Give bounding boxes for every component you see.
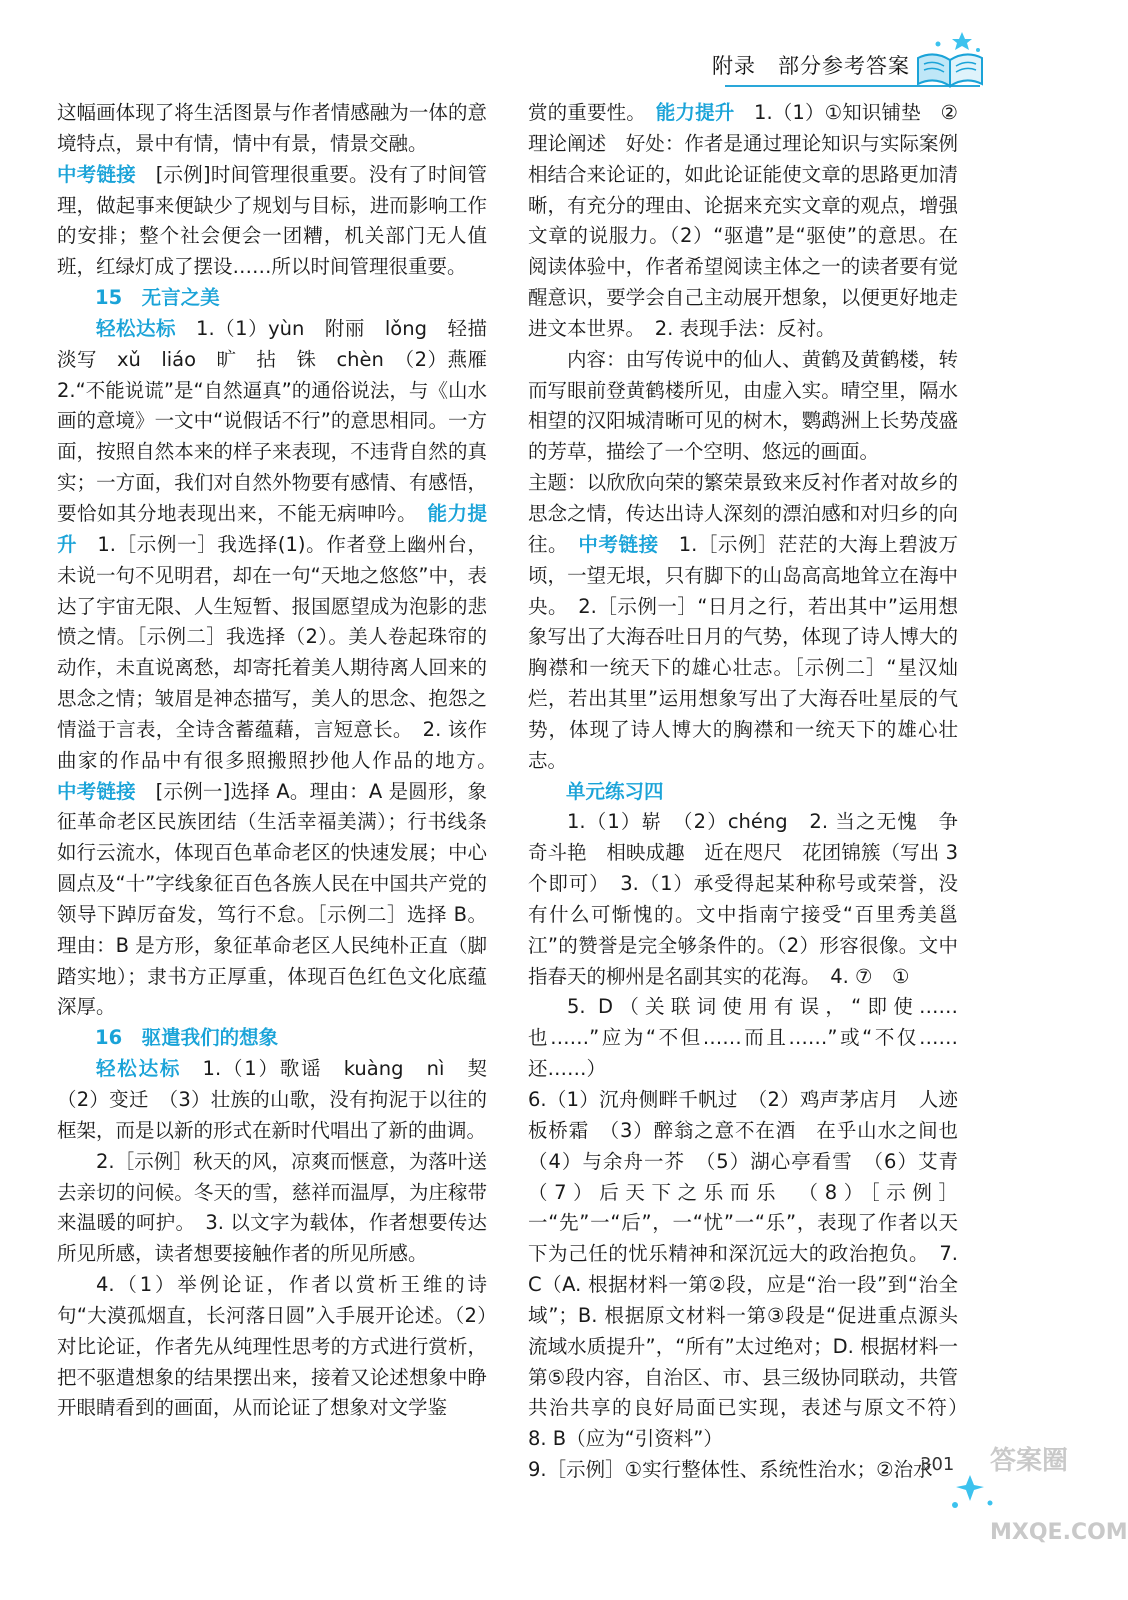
section-tag: 能力提升 <box>57 501 487 556</box>
page-header <box>0 18 1070 88</box>
answer-text: 1.（1）①知识铺垫 ②理论阐述 好处：作者是通过理论知识与实际案例相结合来论证的，如此论证能使文章的思路更加清晰，有充分的理由、论据来充实文章的观点，增强文章的说服力。（2）“驱遣”是“驱使”的意思。在阅读体验中，作者希望阅读主体之一的读者要有觉醒意识，要学会自己主动展开想象，以便更好地走进文本世界。 2. 表现手法：反衬。 <box>528 101 958 340</box>
paragraph: 9.［示例］①实行整体性、系统性治水；②治水 <box>528 1458 933 1482</box>
section-tag: 能力提升 <box>655 101 735 124</box>
watermark-url: MXQE.COM <box>990 1520 1128 1545</box>
lesson-heading: 16 驱遣我们的想象 <box>95 1026 279 1050</box>
answer-text: 主题：以欣欣向荣的繁荣景致来反衬作者对故乡的思念之情，传达出诗人深刻的漂泊感和对归乡的向往。 <box>528 471 958 556</box>
answer-text: 赏的重要性。 <box>528 101 637 124</box>
answer-text: 1.（1）歌谣 kuàng nì 契（2）变迁 （3）壮族的山歌，没有拘泥于以往的框架，而是以新的形式在新时代唱出了新的曲调。 <box>57 1057 487 1142</box>
section-tag: 中考链接 <box>57 162 136 186</box>
paragraph: 内容：由写传说中的仙人、黄鹤及黄鹤楼，转而写眼前登黄鹤楼所见，由虚入实。晴空里，隔水相望的汉阳城清晰可见的树木，鹦鹉洲上长势茂盛的芳草，描绘了一个空明、悠远的画面。 <box>528 347 958 464</box>
answer-text: 1.［示例一］我选择(1)。作者登上幽州台，未说一句不见明君，却在一句“天地之悠悠”中，表达了宇宙无限、人生短暂、报国愿望成为泡影的悲愤之情。［示例二］我选择（2）。美人卷起珠帘的动作，未直说离愁，却寄托着美人期待离人回来的思念之情；皱眉是神态描写，美人的思念、抱怨之情溢于言表，全诗含蓄蕴藉，言短意长。 2. 该作曲家的作品中有很多照搬照抄他人作品的地方。 <box>57 532 487 772</box>
paragraph <box>57 1054 487 1147</box>
answer-text: 1.（1）yùn 附丽 lǒng 轻描淡写 xǔ liáo 旷 拈 铢 chèn （2）燕雁 2.“不能说谎”是“自然逼真”的通俗说法，与《山水画的意境》一文中“说假话不行”的意思相同。一方面，按照自然本来的样子来表现，不违背自然的真实；一方面，我们对自然外物要有感情、有感悟，要恰如其分地表现出来，不能无病呻吟。 <box>57 316 507 525</box>
paragraph <box>528 98 958 345</box>
paragraph: 4.（1）举例论证，作者以赏析王维的诗句“大漠孤烟直，长河落日圆”入手展开论述。（2）对比论证，作者先从纯理性思考的方式进行赏析，把不驱遣想象的结果摆出来，接着又论述想象中睁开眼睛看到的画面，从而论证了想象对文学鉴 <box>57 1273 487 1420</box>
paragraph <box>57 314 507 1023</box>
paragraph: 2.［示例］秋天的风，凉爽而惬意，为落叶送去亲切的问候。冬天的雪，慈祥而温厚，为庄稼带来温暖的呵护。 3. 以文字为载体，作者想要传达所见所感，读者想要接触作者的所见所感。 <box>57 1149 487 1266</box>
paragraph: 这幅画体现了将生活图景与作者情感融为一体的意境特点，景中有情，情中有景，情景交融。 <box>57 101 487 155</box>
section-tag: 轻松达标 <box>96 316 177 340</box>
answer-text: [示例一]选择 A。理由：A 是圆形，象征革命老区民族团结（生活幸福美满）；行书线条如行云流水，体现百色革命老区的快速发展；中心圆点及“十”字线象征百色各族人民在中国共产党的领导下踔厉奋发，笃行不怠。［示例二］选择 B。理由：B 是方形，象征革命老区人民纯朴正直（脚踏实地）；隶书方正厚重，体现百色红色文化底蕴深厚。 <box>57 779 487 1019</box>
paragraph: 5. D（关联词使用有误，“即使……也……”应为“不但……而且……”或“不仅……还……） <box>528 995 958 1081</box>
section-tag: 中考链接 <box>578 532 659 556</box>
unit-heading: 单元练习四 <box>566 779 664 803</box>
page-number: 301 <box>920 1454 955 1475</box>
section-tag: 轻松达标 <box>96 1057 182 1081</box>
paragraph: 1.（1）崭 （2）chéng 2. 当之无愧 争奇斗艳 相映成趣 近在咫尺 花团锦簇（写出 3 个即可） 3.（1）承受得起某种称号或荣誉，没有什么可惭愧的。文中指南宁接受“百里秀美邕江”的赞誉是完全够条件的。（2）形容很像。文中指春天的柳州是名副其实的花海。 4. ⑦ ① <box>528 810 958 988</box>
lesson-heading: 15 无言之美 <box>95 286 220 310</box>
watermark-logo: 答案圈 <box>990 1446 1069 1476</box>
paragraph <box>57 160 487 283</box>
open-book-icon <box>912 28 990 90</box>
answer-text: 1.［示例］茫茫的大海上碧波万顷，一望无垠，只有脚下的山岛高高地耸立在海中央。 2.［示例一］“日月之行，若出其中”运用想象写出了大海吞吐日月的气势，体现了诗人博大的胸襟和一统天下的雄心壮志。［示例二］“星汉灿烂，若出其里”运用想象写出了大海吞吐星辰的气势，体现了诗人博大的胸襟和一统天下的雄心壮志。 <box>528 532 958 772</box>
section-tag: 中考链接 <box>57 779 136 803</box>
answer-text: [示例]时间管理很重要。没有了时间管理，做起事来便缺少了规划与目标，进而影响工作的安排；整个社会便会一团糟，机关部门无人值班，红绿灯成了摆设……所以时间管理很重要。 <box>57 162 487 279</box>
left-column <box>57 98 507 1424</box>
right-column <box>528 98 978 1486</box>
paragraph: 6.（1）沉舟侧畔千帆过 （2）鸡声茅店月 人迹板桥霜 （3）醉翁之意不在酒 在乎山水之间也 （4）与余舟一芥 （5）湖心亭看雪 （6）艾青 （7）后天下之乐而乐 （8）［示例］一“先”一“后”，一“忧”一“乐”，表现了作者以天下为己任的忧乐精神和深沉远大的政治抱负。 7. C（A. 根据材料一第②段，应是“治一段”到“治全域”；B. 根据原文材料一第③段是“促进重点源头流域水质提升”，“所有”太过绝对；D. 根据材料一第⑤段内容，自治区、市、县三级协同联动，共管共治共享的良好局面已实现，表述与原文不符） 8. B（应为“引资料”） <box>528 1088 978 1451</box>
header-title: 附录 部分参考答案 <box>712 54 910 78</box>
paragraph <box>528 468 958 776</box>
